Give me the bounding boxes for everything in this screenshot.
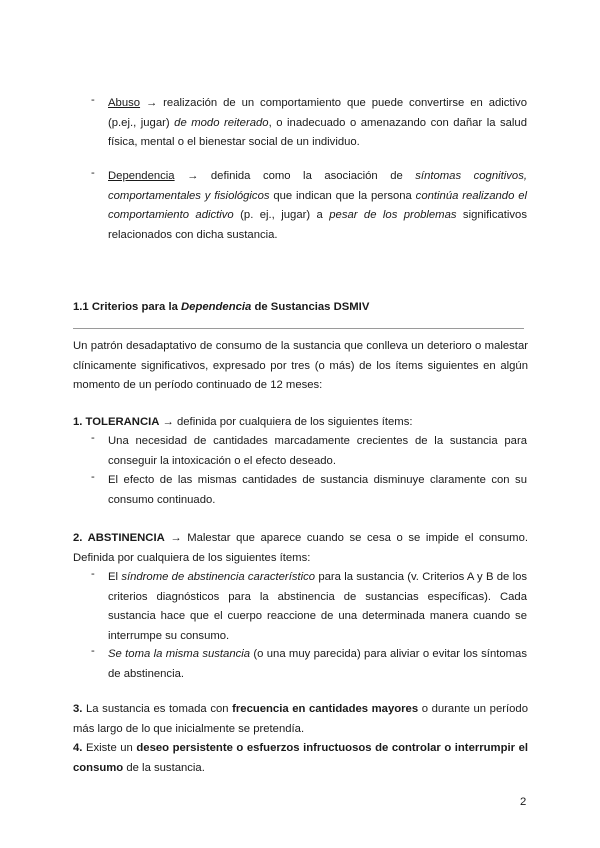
section-heading: 1.1 Criterios para la Dependencia de Sustancias DSMIV	[73, 301, 370, 313]
document-page: - Abuso → realización de un comportamiento que puede convertirse en adictivo (p.ej., jugar) de modo reiterado, o inadecuado o amenazando con dañar la salud física, mental o el bienestar social de un individuo. - Dependencia → definida como la asociación de síntomas cognitivos, comportamentales y fisiológicos que indican que la persona continúa realizando el comportamiento adictivo (p. ej., jugar) a pesar de los problemas significativos relacionados con dicha sustancia. 1.1 Criterios para la Dependencia de Sustancias DSMIV Un patrón desadaptativo de consumo de la sustancia que conlleva un deterioro o malestar clínicamente significativos, expresado por tres (o más) de los ítems siguientes en algún momento de un período continuado de 12 meses: 1. TOLERANCIA → definida por cualquiera de los siguientes ítems: - Una necesidad de cantidades marcadamente crecientes de la sustancia para conseguir la intoxicación o el efecto deseado. - El efecto de las mismas cantidades de sustancia disminuye claramente con su consumo continuado. 2. ABSTINENCIA → Malestar que aparece cuando se cesa o se impide el consumo. Definida por cualquiera de los siguientes ítems: - El síndrome de abstinencia característico para la sustancia (v. Criterios A y B de los criterios diagnósticos para la abstinencia de sustancias específicas). Cada sustancia hace que el cuerpo reaccione de una determinada manera cuando se interrumpe su consumo. - Se toma la misma sustancia (o una muy parecida) para aliviar o evitar los síntomas de abstinencia. 3. La sustancia es tomada con frecuencia en cantidades mayores o durante un período más largo de lo que inicialmente se pretendía. 4. Existe un deseo persistente o esfuerzos infructuosos de controlar o interrumpir el consumo de la sustancia. 2	[73, 94, 528, 808]
bullet-dash: -	[91, 645, 95, 657]
bullet-dash: -	[91, 432, 95, 444]
intro-paragraph: Un patrón desadaptativo de consumo de la sustancia que conlleva un deterioro o malestar clínicamente significativos, expresado por tres (o más) de los ítems siguientes en algún momento de un período continuado de 12 meses:	[73, 340, 528, 391]
term-abuso: Abuso	[108, 97, 141, 109]
criterion-4: 4. Existe un deseo persistente o esfuerzos infructuosos de controlar o interrumpir el consumo de la sustancia.	[73, 742, 528, 774]
bullet-dash: -	[91, 94, 95, 106]
term-dependencia: Dependencia	[108, 170, 175, 182]
bullet-dash: -	[91, 167, 95, 179]
abuso-definition: Abuso → realización de un comportamiento que puede convertirse en adictivo (p.ej., jugar) de modo reiterado, o inadecuado o amenazando con dañar la salud física, mental o el bienestar social de un individuo.	[108, 97, 527, 148]
section-divider	[73, 328, 524, 329]
page-number: 2	[520, 796, 527, 808]
criterion-abstinencia: 2. ABSTINENCIA → Malestar que aparece cuando se cesa o se impide el consumo. Definida por cualquiera de los siguientes ítems:	[73, 532, 528, 564]
bullet-dash: -	[91, 568, 95, 580]
criterion-tolerancia: 1. TOLERANCIA → definida por cualquiera de los siguientes ítems:	[73, 416, 413, 428]
criterion-3: 3. La sustancia es tomada con frecuencia en cantidades mayores o durante un período más largo de lo que inicialmente se pretendía.	[73, 703, 528, 735]
dependencia-definition: Dependencia → definida como la asociación de síntomas cognitivos, comportamentales y fisiológicos que indican que la persona continúa realizando el comportamiento adictivo (p. ej., jugar) a pesar de los problemas significativos relacionados con dicha sustancia.	[108, 170, 527, 241]
bullet-dash: -	[91, 471, 95, 483]
